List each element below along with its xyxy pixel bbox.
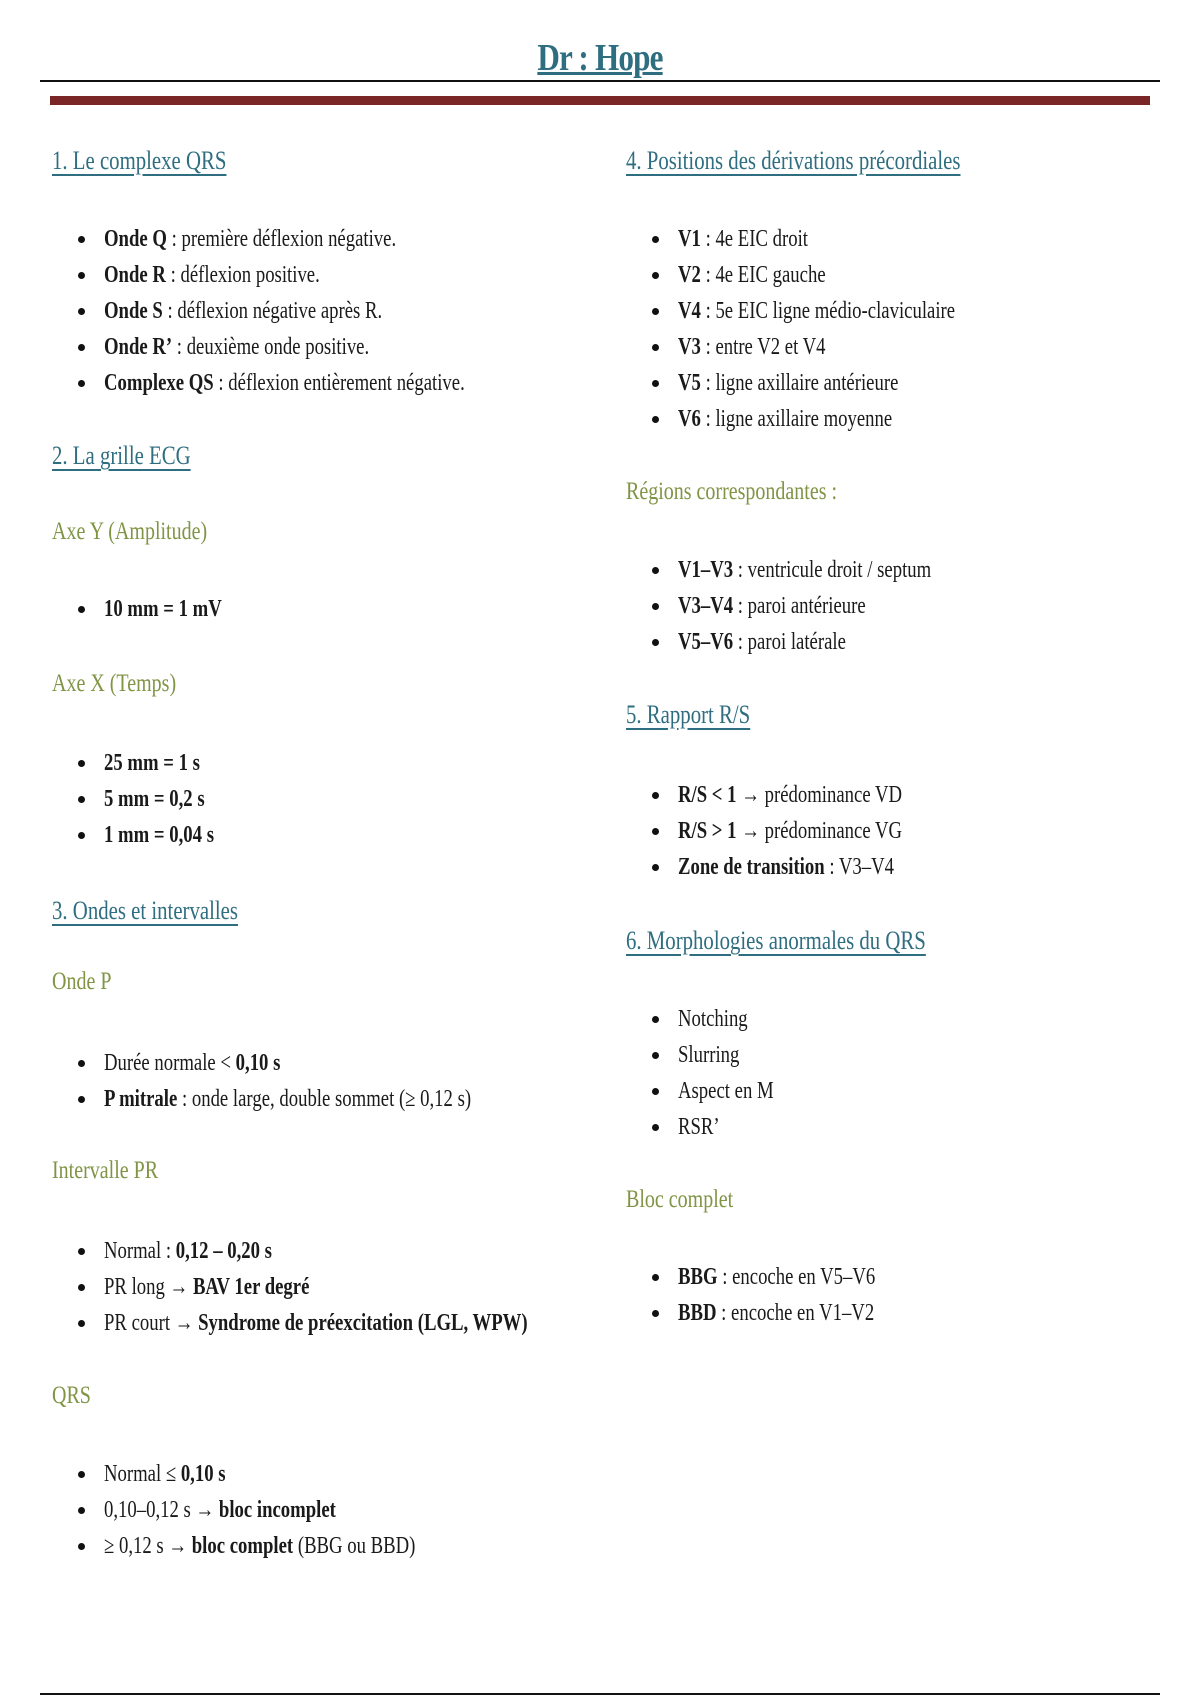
subsection-title: Onde P [52, 968, 112, 995]
onde-p-block [52, 968, 126, 996]
bullet-icon [78, 344, 85, 351]
list-item [52, 1081, 575, 1117]
list-item [52, 1269, 647, 1305]
list-item-text [104, 1492, 336, 1528]
list-item-text [678, 1259, 875, 1295]
bold-term: BBD [678, 1300, 717, 1326]
list-item-text [678, 1001, 748, 1037]
section-3 [52, 896, 285, 926]
list-item-text [104, 257, 320, 293]
bullet-icon [652, 380, 659, 387]
bold-term: P mitrale [104, 1086, 178, 1112]
bullet-icon [78, 1471, 85, 1478]
bold-term: V5–V6 [678, 629, 734, 655]
plain-text: 0,10–0,12 s → [104, 1497, 219, 1523]
bullet-icon [78, 1320, 85, 1327]
plain-text: : ligne axillaire moyenne [700, 406, 893, 432]
list-item [626, 401, 1033, 437]
bullet-icon [652, 1052, 659, 1059]
subsection-title: Intervalle PR [52, 1157, 159, 1184]
plain-text: → prédominance VG [736, 818, 903, 844]
bold-term: 0,10 s [180, 1461, 226, 1487]
plain-text: PR long → [104, 1274, 193, 1300]
header-rule-thick [50, 96, 1150, 105]
section-4-list [626, 221, 1033, 437]
subsection-title: Axe Y (Amplitude) [52, 518, 208, 545]
section-title: 5. Rapport R/S [626, 700, 751, 729]
list-item [52, 591, 255, 627]
list-item [626, 552, 1003, 588]
bullet-icon [652, 344, 659, 351]
list-item-text [104, 745, 200, 781]
section-title: 6. Morphologies anormales du QRS [626, 926, 926, 955]
list-item-text [104, 781, 205, 817]
axe-x-list [52, 745, 245, 853]
plain-text: → prédominance VD [736, 782, 903, 808]
list-item-text [104, 1045, 280, 1081]
list-item-text [104, 1233, 272, 1269]
list-item [626, 293, 1033, 329]
plain-text: : 4e EIC droit [700, 226, 808, 252]
bullet-icon [78, 1284, 85, 1291]
list-item-text [678, 813, 902, 849]
bullet-icon [652, 272, 659, 279]
plain-text: : encoche en V1–V2 [716, 1300, 875, 1326]
list-item [626, 329, 1033, 365]
bold-term: BBG [678, 1264, 718, 1290]
bold-term: R/S < 1 [678, 782, 737, 808]
bullet-icon [652, 1310, 659, 1317]
bold-term: Onde Q [104, 226, 167, 252]
bold-term: V1 [678, 226, 701, 252]
list-item [52, 1492, 503, 1528]
subsection-title: QRS [52, 1382, 91, 1409]
plain-text: : première déflexion négative. [166, 226, 397, 252]
bold-term: R/S > 1 [678, 818, 737, 844]
bold-term: Onde R [104, 262, 166, 288]
bullet-icon [652, 1124, 659, 1131]
plain-text: Notching [678, 1006, 748, 1032]
plain-text: : deuxième onde positive. [172, 334, 370, 360]
list-item-text [104, 221, 396, 257]
list-item-text [678, 552, 931, 588]
bold-term: Syndrome de préexcitation (LGL, WPW) [198, 1310, 528, 1336]
bold-term: 10 mm = 1 mV [104, 596, 222, 622]
bullet-icon [78, 1096, 85, 1103]
bold-term: Onde R’ [104, 334, 173, 360]
bullet-icon [78, 380, 85, 387]
list-item-text [104, 817, 214, 853]
list-item [626, 777, 965, 813]
list-item [52, 257, 567, 293]
list-item [626, 813, 965, 849]
subsection-title: Bloc complet [626, 1186, 734, 1213]
list-item-text [104, 365, 465, 401]
list-item-text [104, 293, 382, 329]
section-5 [626, 700, 781, 730]
list-item [626, 257, 1033, 293]
bullet-icon [78, 236, 85, 243]
section-6-list [626, 1001, 801, 1145]
section-5-list [626, 777, 965, 885]
qrs-list [52, 1456, 503, 1564]
plain-text: : 5e EIC ligne médio-claviculaire [700, 298, 956, 324]
list-item [52, 817, 245, 853]
list-item [626, 221, 1033, 257]
plain-text: Normal ≤ [104, 1461, 181, 1487]
bullet-icon [652, 567, 659, 574]
section-1 [52, 146, 270, 176]
bold-term: V1–V3 [678, 557, 734, 583]
list-item [626, 588, 1003, 624]
subsection-title: Régions correspondantes : [626, 478, 838, 505]
bullet-icon [652, 828, 659, 835]
list-item [52, 365, 567, 401]
bullet-icon [78, 1060, 85, 1067]
list-item-text [678, 257, 826, 293]
list-item-text [678, 1073, 774, 1109]
intervalle-pr-block [52, 1157, 185, 1185]
list-item-text [678, 849, 894, 885]
plain-text: Aspect en M [678, 1078, 774, 1104]
bullet-icon [652, 416, 659, 423]
axe-y-block [52, 518, 246, 546]
plain-text: RSR’ [678, 1114, 720, 1140]
list-item-text [678, 588, 866, 624]
plain-text: Durée normale < [104, 1050, 236, 1076]
bold-term: BAV 1er degré [192, 1274, 310, 1300]
list-item [52, 221, 567, 257]
list-item [52, 293, 567, 329]
intervalle-pr-list [52, 1233, 647, 1341]
bullet-icon [652, 639, 659, 646]
bullet-icon [652, 308, 659, 315]
bold-term: V2 [678, 262, 701, 288]
bold-term: 0,12 – 0,20 s [175, 1238, 272, 1264]
section-title: 1. Le complexe QRS [52, 146, 227, 175]
list-item [626, 1001, 801, 1037]
bullet-icon [652, 864, 659, 871]
bullet-icon [78, 1543, 85, 1550]
bold-term: V6 [678, 406, 701, 432]
bullet-icon [78, 832, 85, 839]
list-item-text [104, 1305, 528, 1341]
bold-term: V4 [678, 298, 701, 324]
list-item-text [678, 777, 902, 813]
list-item [52, 1045, 575, 1081]
plain-text: PR court → [104, 1310, 199, 1336]
page-title: Dr : Hope [537, 37, 663, 79]
list-item-text [678, 1295, 874, 1331]
list-item [52, 1233, 647, 1269]
list-item-text [104, 329, 369, 365]
bloc-complet-block [626, 1186, 760, 1214]
list-item [626, 624, 1003, 660]
plain-text: : déflexion entièrement négative. [213, 370, 465, 396]
section-1-list [52, 221, 567, 401]
section-title: 2. La grille ECG [52, 441, 191, 470]
list-item [52, 1456, 503, 1492]
bold-term: V3 [678, 334, 701, 360]
list-item [626, 1109, 801, 1145]
bullet-icon [652, 1088, 659, 1095]
plain-text: : onde large, double sommet (≥ 0,12 s) [177, 1086, 472, 1112]
list-item-text [104, 591, 222, 627]
plain-text: : paroi latérale [733, 629, 846, 655]
list-item-text [678, 329, 825, 365]
bold-term: bloc complet [191, 1533, 294, 1559]
list-item [626, 1073, 801, 1109]
plain-text: : encoche en V5–V6 [717, 1264, 876, 1290]
bold-term: V5 [678, 370, 701, 396]
plain-text: : déflexion négative après R. [162, 298, 383, 324]
axe-y-list [52, 591, 255, 627]
section-2 [52, 441, 225, 471]
plain-text: : entre V2 et V4 [700, 334, 826, 360]
bold-term: Onde S [104, 298, 163, 324]
bold-term: 5 mm = 0,2 s [104, 786, 205, 812]
bullet-icon [652, 792, 659, 799]
list-item [52, 781, 245, 817]
plain-text: (BBG ou BBD) [293, 1533, 416, 1559]
plain-text: : ligne axillaire antérieure [700, 370, 899, 396]
bullet-icon [78, 1248, 85, 1255]
plain-text: : ventricule droit / septum [733, 557, 932, 583]
bold-term: V3–V4 [678, 593, 734, 619]
qrs-block [52, 1382, 101, 1410]
list-item [626, 849, 965, 885]
list-item-text [678, 401, 892, 437]
section-4 [626, 146, 1044, 176]
bloc-complet-list [626, 1259, 931, 1331]
plain-text: : paroi antérieure [733, 593, 866, 619]
list-item-text [678, 365, 898, 401]
regions-block [626, 478, 890, 506]
list-item [626, 1037, 801, 1073]
subsection-title: Axe X (Temps) [52, 670, 177, 697]
plain-text: : 4e EIC gauche [700, 262, 826, 288]
list-item-text [104, 1456, 226, 1492]
list-item [52, 1528, 503, 1564]
section-title: 4. Positions des dérivations précordiales [626, 146, 961, 175]
plain-text: Normal : [104, 1238, 176, 1264]
section-6 [626, 926, 1001, 956]
bullet-icon [652, 236, 659, 243]
bold-term: Complexe QS [104, 370, 214, 396]
list-item [52, 1305, 647, 1341]
plain-text: : déflexion positive. [165, 262, 320, 288]
list-item-text [678, 221, 808, 257]
plain-text: : V3–V4 [824, 854, 894, 880]
list-item [626, 365, 1033, 401]
bullet-icon [652, 1274, 659, 1281]
plain-text: ≥ 0,12 s → [104, 1533, 192, 1559]
plain-text: Slurring [678, 1042, 740, 1068]
list-item-text [104, 1269, 309, 1305]
bullet-icon [78, 796, 85, 803]
list-item [626, 1295, 931, 1331]
bullet-icon [78, 1507, 85, 1514]
list-item-text [678, 624, 846, 660]
bullet-icon [78, 606, 85, 613]
bold-term: 25 mm = 1 s [104, 750, 200, 776]
bold-term: bloc incomplet [218, 1497, 336, 1523]
list-item-text [104, 1081, 471, 1117]
bold-term: 0,10 s [235, 1050, 281, 1076]
bullet-icon [78, 760, 85, 767]
bullet-icon [652, 603, 659, 610]
list-item-text [678, 1109, 720, 1145]
regions-list [626, 552, 1003, 660]
footer-rule [40, 1693, 1160, 1695]
bullet-icon [78, 272, 85, 279]
onde-p-list [52, 1045, 575, 1117]
section-title: 3. Ondes et intervalles [52, 896, 238, 925]
bullet-icon [652, 1016, 659, 1023]
list-item-text [104, 1528, 415, 1564]
list-item [52, 745, 245, 781]
list-item-text [678, 1037, 739, 1073]
list-item [626, 1259, 931, 1295]
axe-x-block [52, 670, 207, 698]
list-item [52, 329, 567, 365]
bold-term: Zone de transition [678, 854, 825, 880]
header-rule-thin [40, 80, 1160, 82]
bold-term: 1 mm = 0,04 s [104, 822, 214, 848]
bullet-icon [78, 308, 85, 315]
list-item-text [678, 293, 955, 329]
